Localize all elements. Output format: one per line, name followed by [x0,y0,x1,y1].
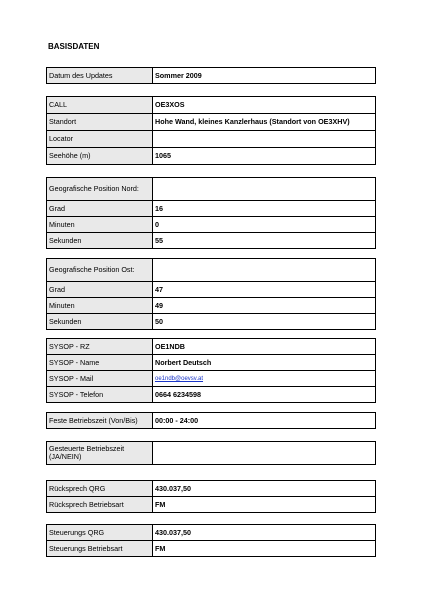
north-position-table [46,177,376,249]
north-seconds-label: Sekunden [47,233,153,249]
table-row [47,178,376,201]
table-row [47,525,376,541]
operating-hours-table [46,412,376,429]
table-row [47,97,376,114]
sysop-name-label: SYSOP - Name [47,355,153,371]
east-position-table [46,258,376,330]
east-minutes-label: Minuten [47,298,153,314]
north-degree-value: 16 [153,201,376,217]
controlled-value [153,442,376,465]
reply-table [46,480,376,513]
call-value: OE3XOS [153,97,376,114]
east-degree-label: Grad [47,282,153,298]
table-row [47,541,376,557]
reply-mode-value: FM [153,497,376,513]
north-header-label: Geografische Position Nord: [47,178,153,201]
control-qrg-value: 430.037,50 [153,525,376,541]
page-title: BASISDATEN [48,42,100,51]
table-row [47,497,376,513]
table-row [47,259,376,282]
altitude-label: Seehöhe (m) [47,148,153,165]
location-label: Standort [47,114,153,131]
table-row [47,233,376,249]
call-label: CALL [47,97,153,114]
sysop-table [46,338,376,403]
table-row [47,371,376,387]
sysop-rz-label: SYSOP - RZ [47,339,153,355]
locator-label: Locator [47,131,153,148]
north-header-value [153,178,376,201]
north-degree-label: Grad [47,201,153,217]
table-row [47,131,376,148]
control-mode-value: FM [153,541,376,557]
sysop-rz-value: OE1NDB [153,339,376,355]
east-header-value [153,259,376,282]
north-minutes-label: Minuten [47,217,153,233]
sysop-phone-value: 0664 6234598 [153,387,376,403]
altitude-value: 1065 [153,148,376,165]
table-row [47,201,376,217]
controlled-hours-table [46,441,376,465]
table-row [47,339,376,355]
update-table [46,67,376,84]
sysop-mail-label: SYSOP - Mail [47,371,153,387]
table-row [47,314,376,330]
table-row [47,298,376,314]
location-value: Hohe Wand, kleines Kanzlerhaus (Standort von OE3XHV) [153,114,376,131]
sysop-phone-label: SYSOP - Telefon [47,387,153,403]
north-minutes-value: 0 [153,217,376,233]
locator-value [153,131,376,148]
north-seconds-value: 55 [153,233,376,249]
reply-qrg-value: 430.037,50 [153,481,376,497]
table-row [47,442,376,465]
station-table [46,96,376,165]
table-row [47,68,376,84]
table-row [47,282,376,298]
sysop-mail-value [153,371,376,387]
control-table [46,524,376,557]
update-label: Datum des Updates [47,68,153,84]
sysop-name-value: Norbert Deutsch [153,355,376,371]
table-row [47,387,376,403]
table-row [47,413,376,429]
east-seconds-value: 50 [153,314,376,330]
east-header-label: Geografische Position Ost: [47,259,153,282]
reply-qrg-label: Rücksprech QRG [47,481,153,497]
control-mode-label: Steuerungs Betriebsart [47,541,153,557]
sysop-mail-link[interactable]: oe1ndb@oevsv.at [155,376,204,382]
table-row [47,481,376,497]
table-row [47,148,376,165]
control-qrg-label: Steuerungs QRG [47,525,153,541]
table-row [47,114,376,131]
east-degree-value: 47 [153,282,376,298]
table-row [47,355,376,371]
east-seconds-label: Sekunden [47,314,153,330]
east-minutes-value: 49 [153,298,376,314]
controlled-label: Gesteuerte Betriebszeit (JA/NEIN) [47,442,153,465]
hours-label: Feste Betriebszeit (Von/Bis) [47,413,153,429]
table-row [47,217,376,233]
reply-mode-label: Rücksprech Betriebsart [47,497,153,513]
update-value: Sommer 2009 [153,68,376,84]
hours-value: 00:00 - 24:00 [153,413,376,429]
